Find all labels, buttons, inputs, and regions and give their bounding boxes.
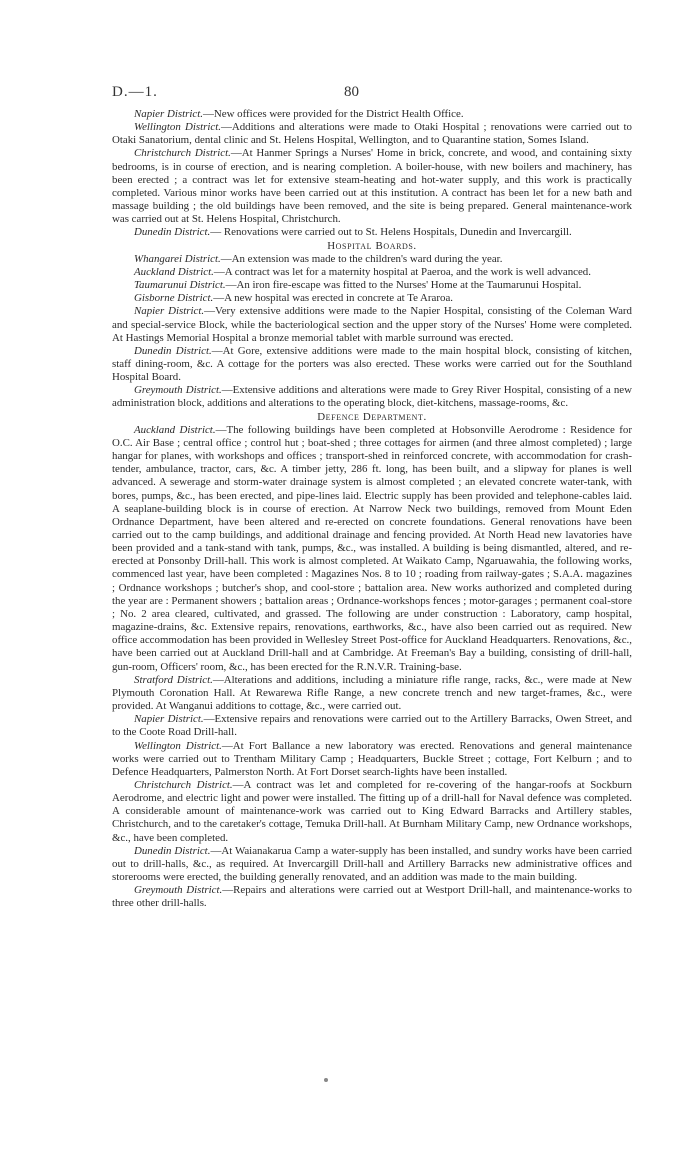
- district-name: Greymouth District.: [134, 384, 222, 397]
- district-paragraph: [112, 345, 632, 384]
- district-paragraph: [112, 121, 632, 147]
- paragraph-text: —At Hanmer Springs a Nurses' Home in brick, concrete, and wood, and containing sixty bedrooms, is in course of erection, and is nearing completion. A boiler-house, with new boilers and machinery, has been erected ; a contract was let for extensive steam-heating and hot-water supply, and this work is practically completed. Various minor works have been carried out at this institution. A contract has been let for a new bath and massage building ; the old buildings have been removed, and the site is being prepared. General maintenance-work was carried out at St. Helens Hospital, Christchurch.: [112, 147, 632, 226]
- page-number: 80: [344, 84, 359, 100]
- district-name: Dunedin District.: [134, 844, 211, 857]
- paragraph-text: —A new hospital was erected in concrete at Te Araroa.: [213, 292, 454, 305]
- paragraph-text: —Alterations and additions, including a miniature rifle range, racks, &c., were made at New Plymouth Coronation Hall. At Rewarewa Rifle Range, a new concrete trench and new target-frames, &c., were provided. At Wanganui additions to cottage, &c., were carried out.: [112, 673, 633, 713]
- district-paragraph: [112, 305, 632, 344]
- document-reference: D.—1.: [112, 84, 158, 100]
- district-paragraph: [112, 674, 632, 713]
- paragraph-text: —An iron fire-escape was fitted to the Nurses' Home at the Taumarunui Hospital.: [225, 279, 582, 292]
- district-paragraph: [112, 884, 632, 910]
- page-header: [112, 84, 632, 104]
- paragraph-text: —Additions and alterations were made to Otaki Hospital ; renovations were carried out to Otaki Sanatorium, dental clinic and St. Helens Hospital, Wellington, and to Quarantine station, Somes Island.: [112, 121, 632, 147]
- district-name: Auckland District.: [134, 265, 214, 278]
- district-paragraph: [112, 740, 632, 779]
- district-name: Taumarunui District.: [134, 279, 226, 292]
- district-paragraph: [112, 226, 632, 239]
- paragraph-text: —At Fort Ballance a new laboratory was erected. Renovations and general maintenance works were carried out to Trentham Military Camp ; Headquarters, Buckle Street ; cottage, Fort Kelburn ; and to Defence Headquarters, Palmerston North. At Fort Dorset search-lights have been installed.: [112, 739, 632, 778]
- paragraph-text: —At Waianakarua Camp a water-supply has been installed, and sundry works have been carried out to drill-halls, &c., as required. At Invercargill Drill-hall and Artillery Barracks new administrative offices and storerooms were erected, the building generally renovated, and an addition was made to the main building.: [112, 844, 633, 884]
- district-name: Christchurch District.: [134, 147, 231, 160]
- report-body: [112, 108, 632, 911]
- district-name: Napier District.: [134, 108, 203, 120]
- paragraph-text: —Very extensive additions were made to the Napier Hospital, consisting of the Coleman Ward and special-service Block, while the bacteriological section and the upper story of the Nurses' Home were completed. At Hastings Memorial Hospital a bronze memorial tablet with marble surround was erected.: [112, 305, 632, 344]
- district-paragraph: [112, 779, 632, 845]
- paragraph-text: —Extensive repairs and renovations were carried out to the Artillery Barracks, Owen Street, and to the Coote Road Drill-hall.: [112, 713, 632, 739]
- district-name: Whangarei District.: [134, 252, 221, 265]
- district-paragraph: [112, 147, 632, 226]
- paragraph-text: —Repairs and alterations were carried out at Westport Drill-hall, and maintenance-works to three other drill-halls.: [112, 884, 632, 910]
- paragraph-text: —A contract was let for a maternity hospital at Paeroa, and the work is well advanced.: [213, 265, 591, 278]
- district-paragraph: [112, 253, 632, 266]
- district-paragraph: [112, 424, 632, 674]
- district-name: Dunedin District.: [134, 344, 212, 357]
- district-paragraph: [112, 266, 632, 279]
- section-heading: Defence Department.: [317, 410, 427, 423]
- paragraph-text: — Renovations were carried out to St. Helens Hospitals, Dunedin and Invercargill.: [210, 226, 572, 239]
- district-paragraph: [112, 384, 632, 410]
- footer-dot: [324, 1078, 328, 1082]
- district-name: Napier District.: [134, 713, 204, 726]
- district-name: Auckland District.: [134, 423, 216, 436]
- district-name: Wellington District.: [134, 121, 221, 134]
- district-name: Christchurch District.: [134, 778, 233, 791]
- paragraph-text: —At Gore, extensive additions were made to the main hospital block, consisting of kitchen, staff dining-room, &c. A cottage for the porters was also erected. These works were carried out for the Southland Hospital Board.: [112, 344, 632, 384]
- district-paragraph: [112, 713, 632, 739]
- district-paragraph: [112, 292, 632, 305]
- section-heading: Hospital Boards.: [327, 239, 417, 252]
- paragraph-text: —A contract was let and completed for re-covering of the hangar-roofs at Sockburn Aerodrome, and electric light and power were installed. The fitting up of a drill-hall for Naval defence was completed. A considerable amount of maintenance-work was carried out to King Edward Barracks and Artillery stables, Christchurch, and to the caretaker's cottage, Temuka Drill-hall. At Burnham Military Camp, new Ordnance workshops, &c., have been completed.: [112, 778, 632, 844]
- district-name: Dunedin District.: [134, 226, 211, 239]
- district-name: Napier District.: [134, 305, 205, 318]
- paragraph-text: —An extension was made to the children's ward during the year.: [220, 252, 503, 265]
- district-name: Gisborne District.: [134, 292, 214, 305]
- paragraph-text: —The following buildings have been completed at Hobsonville Aerodrome : Residence for O.C. Air Base ; central office ; control hut ; boat-shed ; three cottages for airmen (and three almost completed) ; large hangar for planes, with workshops and offices ; transport-shed in reinforced concrete, with accommodation for crash-tender, ambulance, tractor, cars, &c. A timber jetty, 286 ft. long, has been built, and a slipway for planes is well advanced. A sewerage and storm-water drainage system is almost completed ; an elevated concrete water-tank, with bores, pumps, &c., has been erected, and pipe-lines laid. Electric supply has been provided and telephone-cables laid. A seaplane-building block is in course of erection. At Narrow Neck two buildings, removed from Mount Eden Ordnance Department, have been altered and re-erected on concrete foundations. General renovations have been carried out to the camp buildings, and additional drainage and fencing provided. At North Head new lavatories have been provided and a tank-stand with tank, pumps, &c., was installed. A building is being dismantled, altered, and re-erected at Ponsonby Drill-hall. This work is almost completed. At Waikato Camp, Ngaruawahia, the following works, commenced last year, have been completed : Magazines Nos. 8 to 10 ; roading from railway-gates ; S.A.A. magazines ; Ordnance workshops ; butcher's shop, and cool-store ; battalion area. New works authorized and completed during the year are : Permanent showers ; battalion areas ; Ordnance-workshops fences ; motor-garages ; permanent coal-store ; No. 2 area cleared, cultivated, and grassed. The following are under construction : Laboratory, camp hospital, magazine-drains, &c. Extensive repairs, renovations, earthworks, &c., have also been carried out as required. New office accommodation has been provided in Wellesley Street Post-office for Auckland Headquarters. Renovations, &c., have been carried out at Auckland Drill-hall and at Cambridge. At Freeman's Bay a building, consisting of drill-hall, gun-room, Officers' room, &c., has been erected for the R.N.V.R. Training-base.: [112, 423, 632, 673]
- district-paragraph: [112, 108, 632, 121]
- paragraph-text: —Extensive additions and alterations were made to Grey River Hospital, consisting of a new administration block, additions and alterations to the operating block, diet-kitchens, massage-rooms, &c.: [112, 384, 632, 410]
- district-name: Wellington District.: [134, 739, 222, 752]
- district-name: Stratford District.: [134, 673, 213, 686]
- district-paragraph: [112, 279, 632, 292]
- district-name: Greymouth District.: [134, 884, 223, 897]
- paragraph-text: —New offices were provided for the District Health Office.: [202, 108, 464, 120]
- district-paragraph: [112, 845, 632, 884]
